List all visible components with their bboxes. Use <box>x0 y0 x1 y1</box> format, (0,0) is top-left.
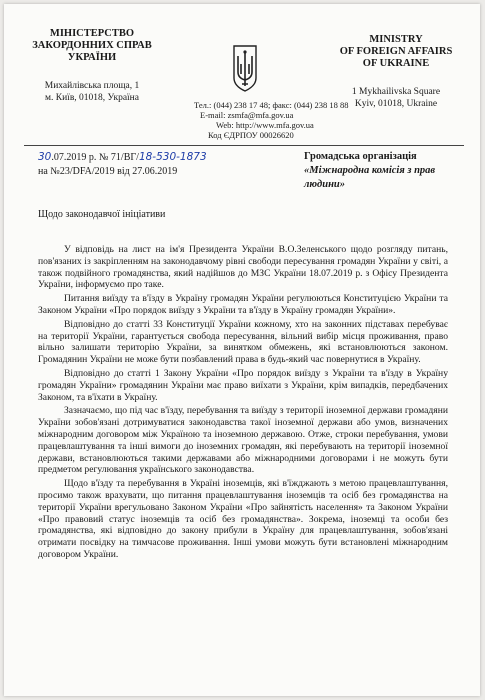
handwritten-day: 30 <box>38 151 52 163</box>
ministry-title-en-2: OF FOREIGN AFFAIRS <box>339 46 453 57</box>
addressee-block <box>304 150 474 192</box>
ministry-title-en-3: OF UKRAINE <box>362 58 430 69</box>
reference-line-2: на №23/DFA/2019 від 27.06.2019 <box>38 166 178 177</box>
address-ua-line-1: Михайлівська площа, 1 <box>44 81 140 91</box>
addressee-org-type: Громадська організація <box>304 151 417 162</box>
letter-subject: Щодо законодавчої ініціативи <box>38 209 166 220</box>
reference-date-printed: .07.2019 р. № 71/ВГ/ <box>51 152 139 163</box>
body-paragraph: Питання виїзду та в'їзду в Україну громадян України регулюються Конституцією України та Законом України «Про порядок виїзду з України та в'їзду в Україну громадян України». <box>38 293 448 316</box>
outgoing-reference <box>38 150 278 179</box>
contact-edrpou: Код ЄДРПОУ 00026620 <box>208 130 294 140</box>
ministry-address-ua <box>22 80 162 104</box>
ministry-title-en-1: MINISTRY <box>369 34 423 45</box>
ministry-header-ua <box>22 28 162 104</box>
body-paragraph: Зазначаємо, що під час в'їзду, перебування та виїзду з території іноземної держави громадяни України зобов'язані дотримуватися законодавства такої іноземної держави або умов, визначених міжнародним договором між Україною та іноземною державою. Отже, строки перебування, умови працевлаштування та інші вимоги до іноземних громадян, які перебувають на території іноземної держави, встановлюються такими державами або міжнародними договорами і не можуть бути предметом регулювання українського законодавства. <box>38 405 448 476</box>
ministry-title-ua-3: УКРАЇНИ <box>67 52 117 63</box>
contact-block <box>192 100 349 140</box>
contact-web: Web: http://www.mfa.gov.ua <box>216 120 314 130</box>
body-paragraph: Відповідно до статті 1 Закону України «Про порядок виїзду з України та в'їзду в Україну громадян України» громадянин України має право виїхати з України, крім випадків, передбачених Законом, та в'їхати в Україну. <box>38 367 448 403</box>
contact-phone: Тел.: (044) 238 17 48; факс: (044) 238 18 88 <box>194 100 349 110</box>
letter-page <box>4 4 480 696</box>
ministry-title-ua-1: МІНІСТЕРСТВО <box>49 28 135 39</box>
ministry-header-en <box>326 34 466 110</box>
header-divider <box>24 145 464 146</box>
contact-email: E-mail: zsmfa@mfa.gov.ua <box>200 110 294 120</box>
letter-body <box>38 244 448 563</box>
addressee-name-2: людини» <box>304 179 346 190</box>
address-en-line-1: 1 Mykhailivska Square <box>351 87 441 97</box>
coat-of-arms-icon <box>230 44 260 92</box>
body-paragraph: У відповідь на лист на ім'я Президента України В.О.Зеленського щодо розгляду питань, пов'язаних із закріпленням на законодавчому рівні свободи пересування громадян України у світі, а також подвійного громадянства, який надійшов до МЗС України 18.07.2019 р. з Офісу Президента України, інформуємо про таке. <box>38 244 448 291</box>
body-paragraph: Відповідно до статті 33 Конституції України кожному, хто на законних підставах перебуває на території України, гарантується свобода пересування, вільний вибір місця проживання, право вільно залишати територію України, за винятком обмежень, які встановлюються законом. Громадянин України не може бути позбавлений права в будь-який час повернутися в Україну. <box>38 318 448 366</box>
ministry-title-ua-2: ЗАКОРДОННИХ СПРАВ <box>32 40 152 51</box>
address-en-line-2: Kyiv, 01018, Ukraine <box>354 99 438 109</box>
reference-line-1 <box>38 150 278 165</box>
address-ua-line-2: м. Київ, 01018, Україна <box>45 93 139 103</box>
addressee-name-1: «Міжнародна комісія з прав <box>304 165 436 176</box>
handwritten-number: 18-530-1873 <box>138 151 207 163</box>
body-paragraph: Щодо в'їзду та перебування в Україні іноземців, які в'їжджають з метою працевлаштування, просимо також врахувати, що питання працевлаштування іноземців та осіб без громадянства на території України врегульовано Законом України «Про зайнятість населення» та Законом України «Про правовий статус іноземців та осіб без громадянства». Зокрема, іноземці та особи без громадянства, які відповідно до закону прибули в Україну для працевлаштування, зобов'язані отримати посвідку на тимчасове проживання. Інші умови можуть бути встановлені міжнародним договором України. <box>38 478 448 560</box>
